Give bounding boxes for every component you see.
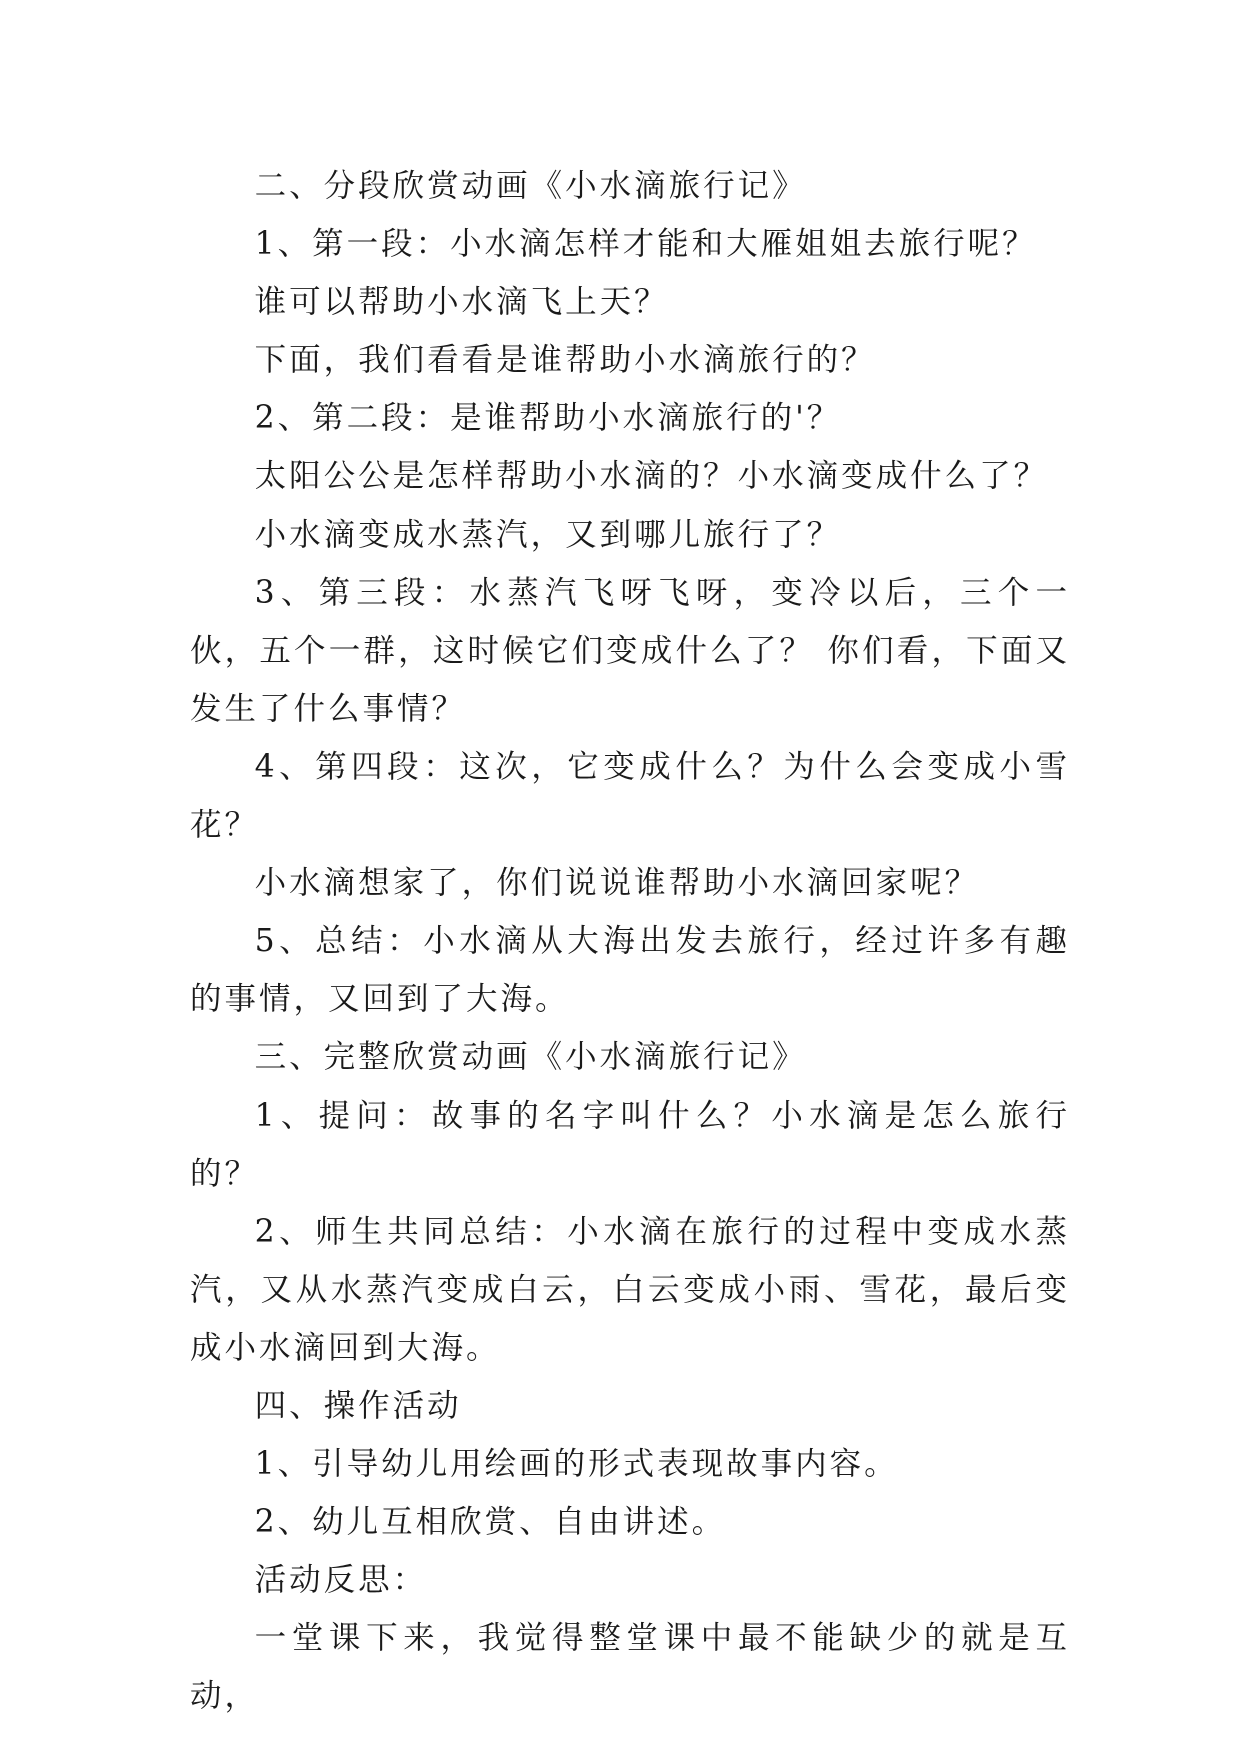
paragraph: 小水滴想家了，你们说说谁帮助小水滴回家呢？ [254,865,980,902]
document-body [190,157,1070,1726]
section-heading-4: 四、操作活动 [254,1387,462,1424]
paragraph: 2、师生共同总结：小水滴在旅行的过程中变成水蒸汽，又从水蒸汽变成白云，白云变成小雨、雪花，最后变成小水滴回到大海。 [190,1213,1070,1366]
paragraph: 3、第三段：水蒸汽飞呀飞呀，变冷以后，三个一伙，五个一群，这时候它们变成什么了？ 你们看，下面又发生了什么事情？ [190,574,1070,727]
paragraph: 2、第二段：是谁帮助小水滴旅行的'？ [254,400,842,437]
paragraph: 太阳公公是怎样帮助小水滴的？小水滴变成什么了？ [254,458,1049,495]
paragraph: 1、引导幼儿用绘画的形式表现故事内容。 [254,1446,899,1483]
reflection-heading: 活动反思： [254,1562,428,1599]
paragraph: 2、幼儿互相欣赏、自由讲述。 [254,1504,727,1541]
paragraph: 小水滴变成水蒸汽，又到哪儿旅行了？ [254,516,842,553]
paragraph: 一堂课下来，我觉得整堂课中最不能缺少的就是互动， [190,1620,1070,1715]
paragraph: 1、第一段：小水滴怎样才能和大雁姐姐去旅行呢？ [254,226,1037,263]
paragraph: 下面，我们看看是谁帮助小水滴旅行的？ [254,342,876,379]
paragraph: 4、第四段：这次，它变成什么？为什么会变成小雪花？ [190,748,1070,844]
paragraph: 谁可以帮助小水滴飞上天？ [254,284,669,321]
paragraph: 1、提问：故事的名字叫什么？小水滴是怎么旅行的？ [190,1097,1070,1192]
paragraph: 5、总结：小水滴从大海出发去旅行，经过许多有趣的事情，又回到了大海。 [190,923,1070,1018]
section-heading-2: 二、分段欣赏动画《小水滴旅行记》 [254,168,807,204]
section-heading-3: 三、完整欣赏动画《小水滴旅行记》 [254,1039,807,1076]
